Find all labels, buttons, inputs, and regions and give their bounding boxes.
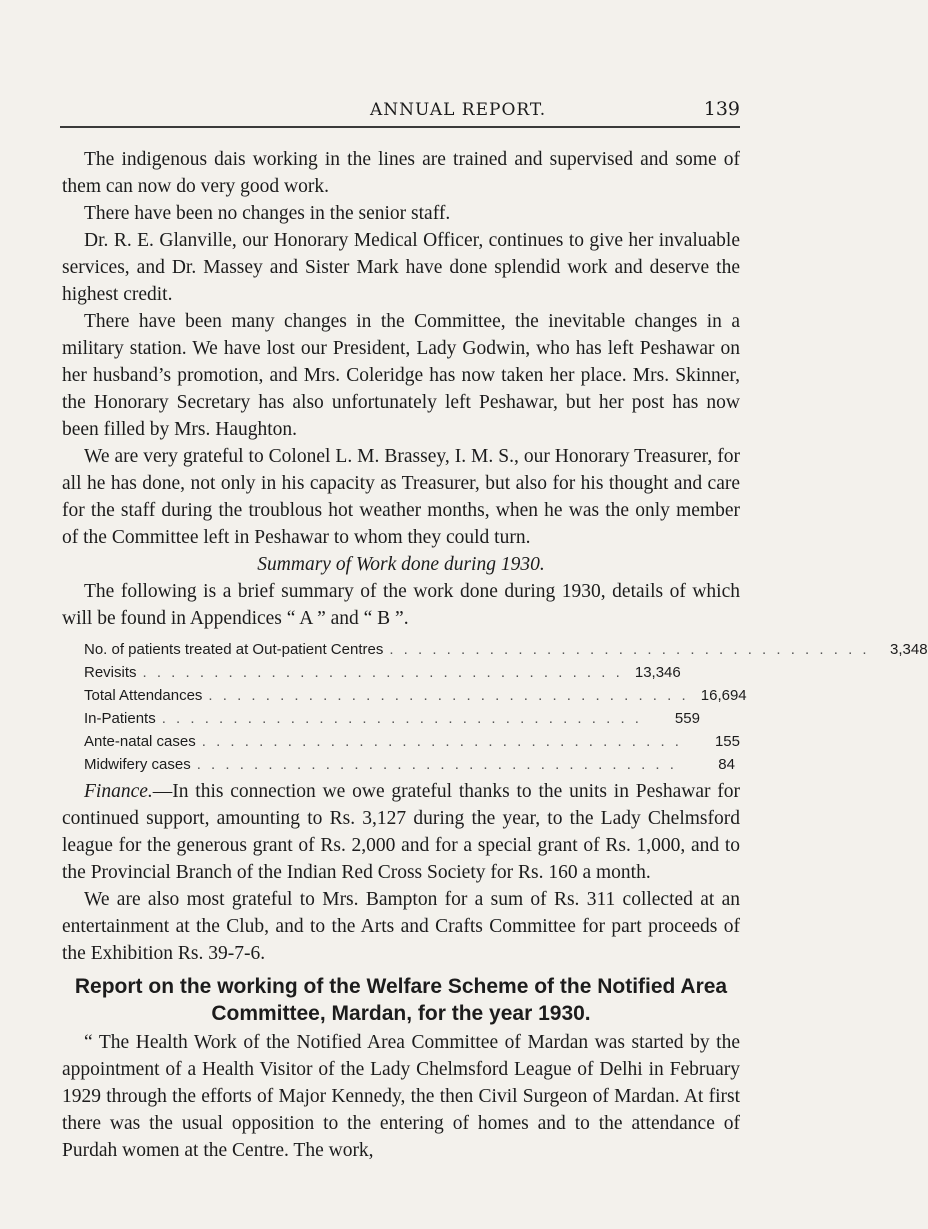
leader-dots: . . . . . . . . . . . . . . . . . . . . . . . . . . . . . . . . . .: [142, 664, 623, 681]
leader-dots: . . . . . . . . . . . . . . . . . . . . . . . . . . . . . . . . . .: [208, 687, 689, 704]
page-number: 139: [703, 98, 740, 120]
running-title: ANNUAL REPORT.: [370, 100, 547, 120]
leader-dots: . . . . . . . . . . . . . . . . . . . . . . . . . . . . . . . . . .: [389, 641, 870, 658]
page-body: [62, 146, 928, 1164]
stat-value: 84: [718, 756, 735, 773]
leader-dots: . . . . . . . . . . . . . . . . . . . . . . . . . . . . . . . . . .: [201, 733, 682, 750]
finance-text: —In this connection we owe grateful thanks to the units in Peshawar for continued support, amounting to Rs. 3,127 during the year, to the Lady Chelmsford league for the generous grant of Rs. 2,000 and for a special grant of Rs. 1,000, and to the Provincial Branch of the Indian Red Cross Society for Rs. 160 a month.: [62, 781, 740, 883]
stat-label: Revisits: [84, 664, 137, 681]
stat-row: [84, 730, 740, 753]
stat-label: Ante-natal cases: [84, 733, 196, 750]
stat-value: 16,694: [700, 687, 747, 704]
stat-row: [84, 638, 928, 661]
stat-row: [84, 753, 735, 776]
stat-value: 559: [674, 710, 700, 727]
paragraph-mardan-report: “ The Health Work of the Notified Area Committee of Mardan was started by the appointment of a Health Visitor of the Lady Chelmsford League of Delhi in February 1929 through the efforts of Major Kennedy, the then Civil Surgeon of Mardan. At first there was the usual opposition to the entering of homes and to the attendance of Purdah women at the Centre. The work,: [62, 1032, 740, 1161]
leader-dots: . . . . . . . . . . . . . . . . . . . . . . . . . . . . . . . . . .: [196, 756, 677, 773]
stat-label: Midwifery cases: [84, 756, 191, 773]
paragraph-treasurer: We are very grateful to Colonel L. M. Brassey, I. M. S., our Honorary Treasurer, for all he has done, not only in his capacity as Treasurer, but also for his thought and care for the staff during the troublous hot weather months, when he was the only member of the Committee left in Peshawar to whom they could turn.: [62, 446, 740, 548]
stat-label: In-Patients: [84, 710, 156, 727]
header-rule: [60, 126, 740, 128]
paragraph-staff: There have been no changes in the senior staff.: [84, 203, 451, 224]
paragraph-dais: The indigenous dais working in the lines are trained and supervised and some of them can now do very good work.: [62, 149, 740, 197]
stat-value: 155: [714, 733, 740, 750]
summary-heading: Summary of Work done during 1930.: [257, 554, 545, 575]
leader-dots: . . . . . . . . . . . . . . . . . . . . . . . . . . . . . . . . . .: [161, 710, 642, 727]
paragraph-finance: [62, 778, 740, 886]
report-title: Report on the working of the Welfare Scheme of the Notified Area Committee, Mardan, for the year 1930.: [74, 975, 728, 1025]
stat-row: [84, 661, 681, 684]
stat-label: No. of patients treated at Out-patient Centres: [84, 641, 384, 658]
stat-label: Total Attendances: [84, 687, 203, 704]
paragraph-committee: There have been many changes in the Committee, the inevitable changes in a military station. We have lost our President, Lady Godwin, who has left Peshawar on her husband’s promotion, and Mrs. Coleridge has now taken her place. Mrs. Skinner, the Honorary Secretary has also unfortunately left Peshawar, but her post has now been filled by Mrs. Haughton.: [62, 311, 740, 440]
work-summary-table: [84, 638, 928, 776]
stat-value: 13,346: [634, 664, 681, 681]
stat-row: [84, 684, 747, 707]
stat-value: 3,348: [890, 641, 928, 658]
paragraph-medical-officer: Dr. R. E. Glanville, our Honorary Medical Officer, continues to give her invaluable services, and Dr. Massey and Sister Mark have done splendid work and deserve the highest credit.: [62, 230, 740, 305]
stat-row: [84, 707, 700, 730]
paragraph-bampton: We are also most grateful to Mrs. Bampton for a sum of Rs. 311 collected at an entertainment at the Club, and to the Arts and Crafts Committee for part proceeds of the Exhibition Rs. 39-7-6.: [62, 889, 740, 964]
paragraph-summary-intro: The following is a brief summary of the work done during 1930, details of which will be found in Appendices “ A ” and “ B ”.: [62, 581, 740, 629]
finance-label: Finance.: [84, 781, 153, 802]
